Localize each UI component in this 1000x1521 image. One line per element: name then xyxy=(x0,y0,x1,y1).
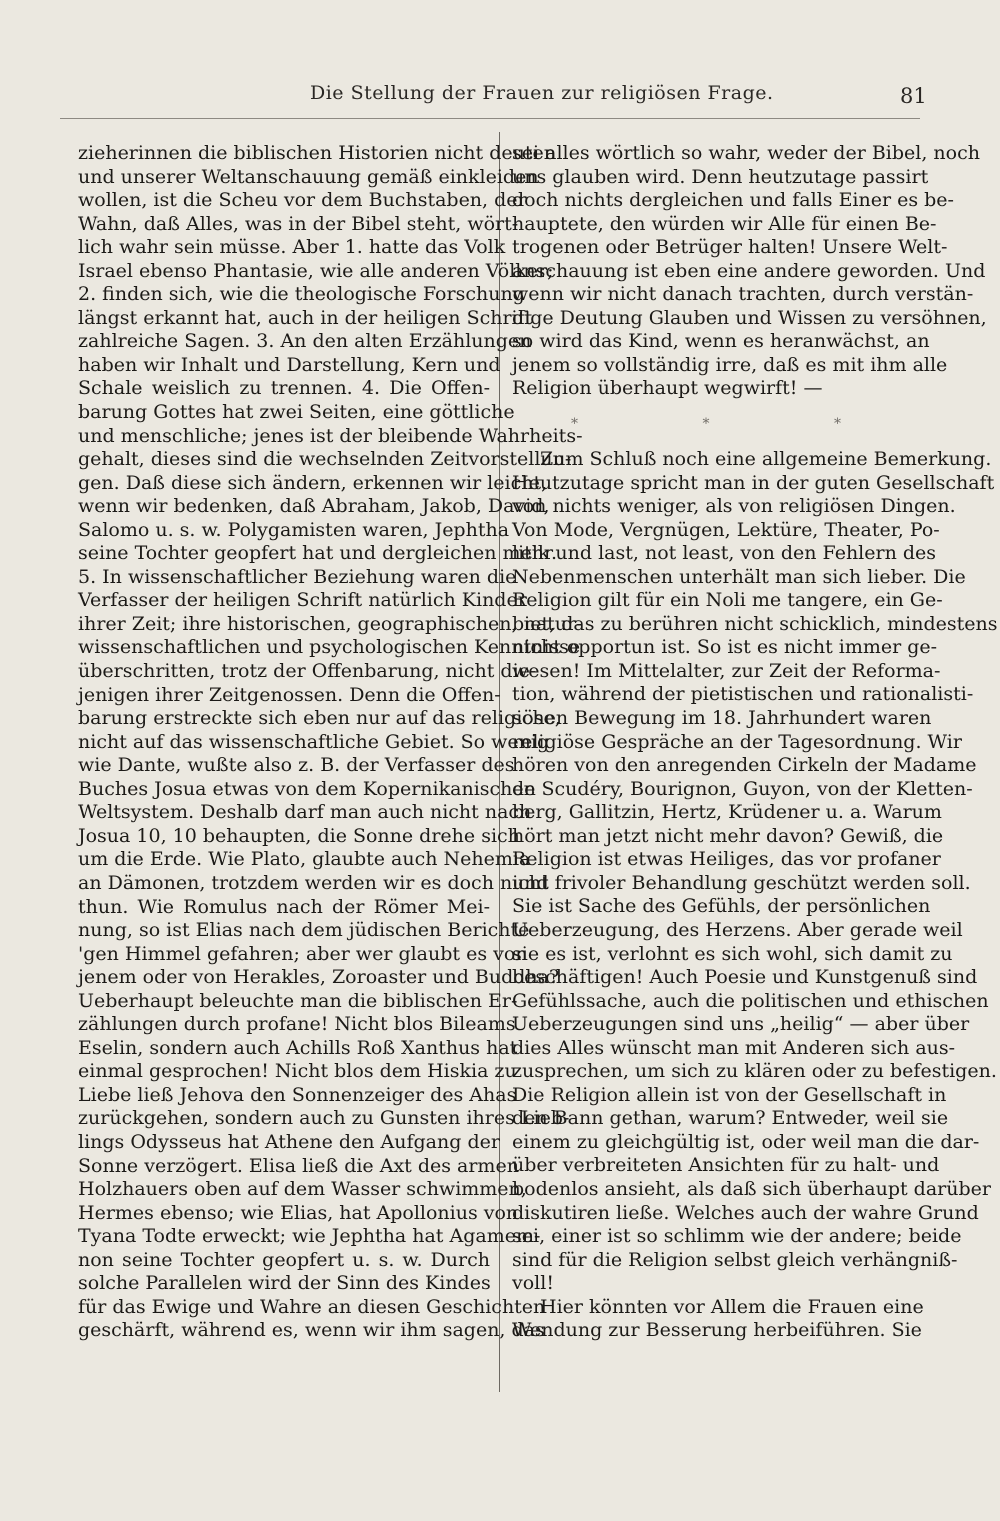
text-line: Ueberzeugung, des Herzens. Aber gerade weil xyxy=(512,918,963,941)
text-line: einem zu gleichgültig ist, oder weil man die dar- xyxy=(512,1130,980,1153)
text-line: doch nichts dergleichen und falls Einer es be- xyxy=(512,189,954,212)
text-line: hört man jetzt nicht mehr davon? Gewiß, die xyxy=(512,824,944,847)
text-line: überschritten, trotz der Offenbarung, nicht die- xyxy=(78,660,537,683)
text-line: sei alles wörtlich so wahr, weder der Bibel, noch xyxy=(512,142,980,164)
text-line: nicht auf das wissenschaftliche Gebiet. So wenig xyxy=(78,730,550,753)
text-line: dies Alles wünscht man mit Anderen sich aus- xyxy=(512,1036,956,1059)
text-line: 5. In wissenschaftlicher Beziehung waren die xyxy=(78,565,517,588)
text-line: über verbreiteten Ansichten für zu halt- und xyxy=(512,1154,940,1177)
running-title: Die Stellung der Frauen zur religiösen Frage. xyxy=(310,82,774,104)
text-line: gen. Daß diese sich ändern, erkennen wir leicht, xyxy=(78,471,548,494)
text-line: 'gen Himmel gefahren; aber wer glaubt es von xyxy=(78,942,528,965)
text-line: sei, einer ist so schlimm wie der andere; beide xyxy=(512,1225,962,1248)
text-line: Von Mode, Vergnügen, Lektüre, Theater, Po- xyxy=(512,518,940,541)
text-line: beschäftigen! Auch Poesie und Kunstgenuß sind xyxy=(512,966,978,989)
text-line: wenn wir nicht danach trachten, durch verstän- xyxy=(512,283,974,306)
text-line: Heutzutage spricht man in der guten Gesellschaft xyxy=(512,471,995,494)
text-line: Wendung zur Besserung herbeiführen. Sie xyxy=(512,1319,922,1342)
text-line: Sie ist Sache des Gefühls, der persönlichen xyxy=(512,895,931,918)
text-line: anschauung ist eben eine andere geworden. Und xyxy=(512,259,986,282)
text-line: zurückgehen, sondern auch zu Gunsten ihres Lieb- xyxy=(78,1107,570,1130)
text-line: lings Odysseus hat Athene den Aufgang der xyxy=(78,1130,500,1153)
text-line: hören von den anregenden Cirkeln der Madame xyxy=(512,754,977,777)
right-paragraph-1 xyxy=(512,142,987,401)
text-line: Zum Schluß noch eine allgemeine Bemerkung. xyxy=(540,448,992,471)
text-line: wie Dante, wußte also z. B. der Verfasser des xyxy=(78,754,515,777)
page-number: 81 xyxy=(900,84,927,108)
text-line: barung erstreckte sich eben nur auf das religiöse, xyxy=(78,707,561,730)
text-line: haben wir Inhalt und Darstellung, Kern und xyxy=(78,353,501,376)
text-line: gehalt, dieses sind die wechselnden Zeitvorstellun- xyxy=(78,448,572,471)
text-line: biet, das zu berühren nicht schicklich, mindestens xyxy=(512,612,998,635)
text-line: längst erkannt hat, auch in der heiligen Schrift xyxy=(78,306,533,329)
text-line: barung Gottes hat zwei Seiten, eine göttliche xyxy=(78,401,515,424)
text-line: und frivoler Behandlung geschützt werden soll. xyxy=(512,871,971,894)
text-line: de Scudéry, Bourignon, Guyon, von der Kletten- xyxy=(512,777,973,800)
text-line: von nichts weniger, als von religiösen Dingen. xyxy=(512,495,956,518)
right-column xyxy=(512,142,998,1343)
text-line: Religion überhaupt wegwirft! — xyxy=(512,377,823,400)
text-line: zieherinnen die biblischen Historien nicht deuten xyxy=(78,142,556,164)
text-line: Gefühlssache, auch die politischen und ethischen xyxy=(512,989,989,1012)
text-line: 2. finden sich, wie die theologische Forschung xyxy=(78,283,525,306)
text-line: an Dämonen, trotzdem werden wir es doch nicht xyxy=(78,871,549,894)
text-line: Religion gilt für ein Noli me tangere, ein Ge- xyxy=(512,589,943,612)
text-line: Hermes ebenso; wie Elias, hat Apollonius von xyxy=(78,1201,519,1224)
text-line: zusprechen, um sich zu klären oder zu befestigen. xyxy=(512,1060,997,1083)
text-line: jenigen ihrer Zeitgenossen. Denn die Offen- xyxy=(78,683,501,706)
text-line: seine Tochter geopfert hat und dergleichen mehr. xyxy=(78,542,558,565)
text-line: zählungen durch profane! Nicht blos Bileams xyxy=(78,1013,516,1036)
text-line: Holzhauers oben auf dem Wasser schwimmen, xyxy=(78,1178,527,1201)
text-line: jenem so vollständig irre, daß es mit ihm alle xyxy=(512,353,948,376)
text-line: Weltsystem. Deshalb darf man auch nicht nach xyxy=(78,801,532,824)
text-line: sind für die Religion selbst gleich verhängniß- xyxy=(512,1248,958,1271)
text-line: den Bann gethan, warum? Entweder, weil sie xyxy=(512,1107,949,1130)
text-line: bodenlos ansieht, als daß sich überhaupt darüber xyxy=(512,1177,991,1200)
text-line: schen Bewegung im 18. Jahrhundert waren xyxy=(512,707,932,730)
text-line: religiöse Gespräche an der Tagesordnung. Wir xyxy=(512,730,962,753)
text-line: solche Parallelen wird der Sinn des Kindes xyxy=(78,1272,491,1295)
text-line: so wird das Kind, wenn es heranwächst, an xyxy=(512,330,930,353)
text-line: Tyana Todte erweckt; wie Jephtha hat Agamem- xyxy=(78,1225,541,1248)
header-rule xyxy=(60,118,920,119)
text-line: litik und last, not least, von den Fehlern des xyxy=(512,542,937,565)
text-line: thun. Wie Romulus nach der Römer Mei- xyxy=(78,895,490,918)
text-line: Buches Josua etwas von dem Kopernikanischen xyxy=(78,777,536,800)
text-line: dige Deutung Glauben und Wissen zu versöhnen, xyxy=(512,306,987,329)
text-line: berg, Gallitzin, Hertz, Krüdener u. a. Warum xyxy=(512,801,942,824)
text-line: voll! xyxy=(512,1272,554,1295)
text-line: uns glauben wird. Denn heutzutage passirt xyxy=(512,165,929,188)
text-line: zahlreiche Sagen. 3. An den alten Erzählungen xyxy=(78,330,532,353)
text-line: Verfasser der heiligen Schrift natürlich Kinder xyxy=(78,589,527,612)
text-line: trogenen oder Betrüger halten! Unsere Welt- xyxy=(512,236,948,259)
text-line: non seine Tochter geopfert u. s. w. Durch xyxy=(78,1248,490,1271)
text-line: geschärft, während es, wenn wir ihm sagen, das xyxy=(78,1319,545,1342)
text-line: lich wahr sein müsse. Aber 1. hatte das Volk xyxy=(78,236,506,259)
section-ornament: * * * xyxy=(571,416,901,433)
text-line: Eselin, sondern auch Achills Roß Xanthus hat xyxy=(78,1036,518,1059)
text-line: jenem oder von Herakles, Zoroaster und Buddha? xyxy=(78,966,560,989)
text-line: Wahn, daß Alles, was in der Bibel steht, wört- xyxy=(78,212,519,235)
right-paragraph-3 xyxy=(512,1295,924,1343)
text-line: Ueberhaupt beleuchte man die biblischen Er- xyxy=(78,989,518,1012)
text-line: diskutiren ließe. Welches auch der wahre Grund xyxy=(512,1201,979,1224)
right-paragraph-2 xyxy=(512,448,998,1296)
text-line: um die Erde. Wie Plato, glaubte auch Nehemia xyxy=(78,848,531,871)
text-line: nung, so ist Elias nach dem jüdischen Berichte xyxy=(78,919,530,942)
text-line: und unserer Weltanschauung gemäß einkleiden xyxy=(78,165,539,188)
text-line: hauptete, den würden wir Alle für einen Be- xyxy=(512,212,937,235)
text-line: Die Religion allein ist von der Gesellschaft in xyxy=(512,1083,947,1106)
text-line: wollen, ist die Scheu vor dem Buchstaben, der xyxy=(78,189,527,212)
text-line: einmal gesprochen! Nicht blos dem Hiskia zu xyxy=(78,1060,517,1083)
text-line: Religion ist etwas Heiliges, das vor profaner xyxy=(512,848,941,871)
text-line: Schale weislich zu trennen. 4. Die Offen- xyxy=(78,377,490,400)
text-line: Josua 10, 10 behaupten, die Sonne drehe sich xyxy=(78,824,520,847)
text-line: Israel ebenso Phantasie, wie alle anderen Völker; xyxy=(78,259,554,282)
text-line: nicht opportun ist. So ist es nicht immer ge- xyxy=(512,636,938,659)
text-line: Salomo u. s. w. Polygamisten waren, Jephtha xyxy=(78,518,510,541)
text-line: Liebe ließ Jehova den Sonnenzeiger des Ahas xyxy=(78,1083,517,1106)
text-line: wenn wir bedenken, daß Abraham, Jakob, David, xyxy=(78,495,550,518)
text-line: Hier könnten vor Allem die Frauen eine xyxy=(540,1295,924,1318)
text-line: Sonne verzögert. Elisa ließ die Axt des armen xyxy=(78,1154,519,1177)
text-line: sie es ist, verlohnt es sich wohl, sich damit zu xyxy=(512,942,953,965)
text-line: und menschliche; jenes ist der bleibende Wahrheits- xyxy=(78,424,583,447)
text-line: wesen! Im Mittelalter, zur Zeit der Reforma- xyxy=(512,659,941,682)
text-line: wissenschaftlichen und psychologischen Kenntnisse xyxy=(78,636,581,659)
text-line: für das Ewige und Wahre an diesen Geschichten xyxy=(78,1295,546,1318)
text-line: Nebenmenschen unterhält man sich lieber. Die xyxy=(512,565,966,588)
text-line: tion, während der pietistischen und rationalisti- xyxy=(512,683,974,706)
text-line: Ueberzeugungen sind uns „heilig“ — aber über xyxy=(512,1013,970,1036)
text-line: ihrer Zeit; ihre historischen, geographischen, natur- xyxy=(78,612,583,635)
